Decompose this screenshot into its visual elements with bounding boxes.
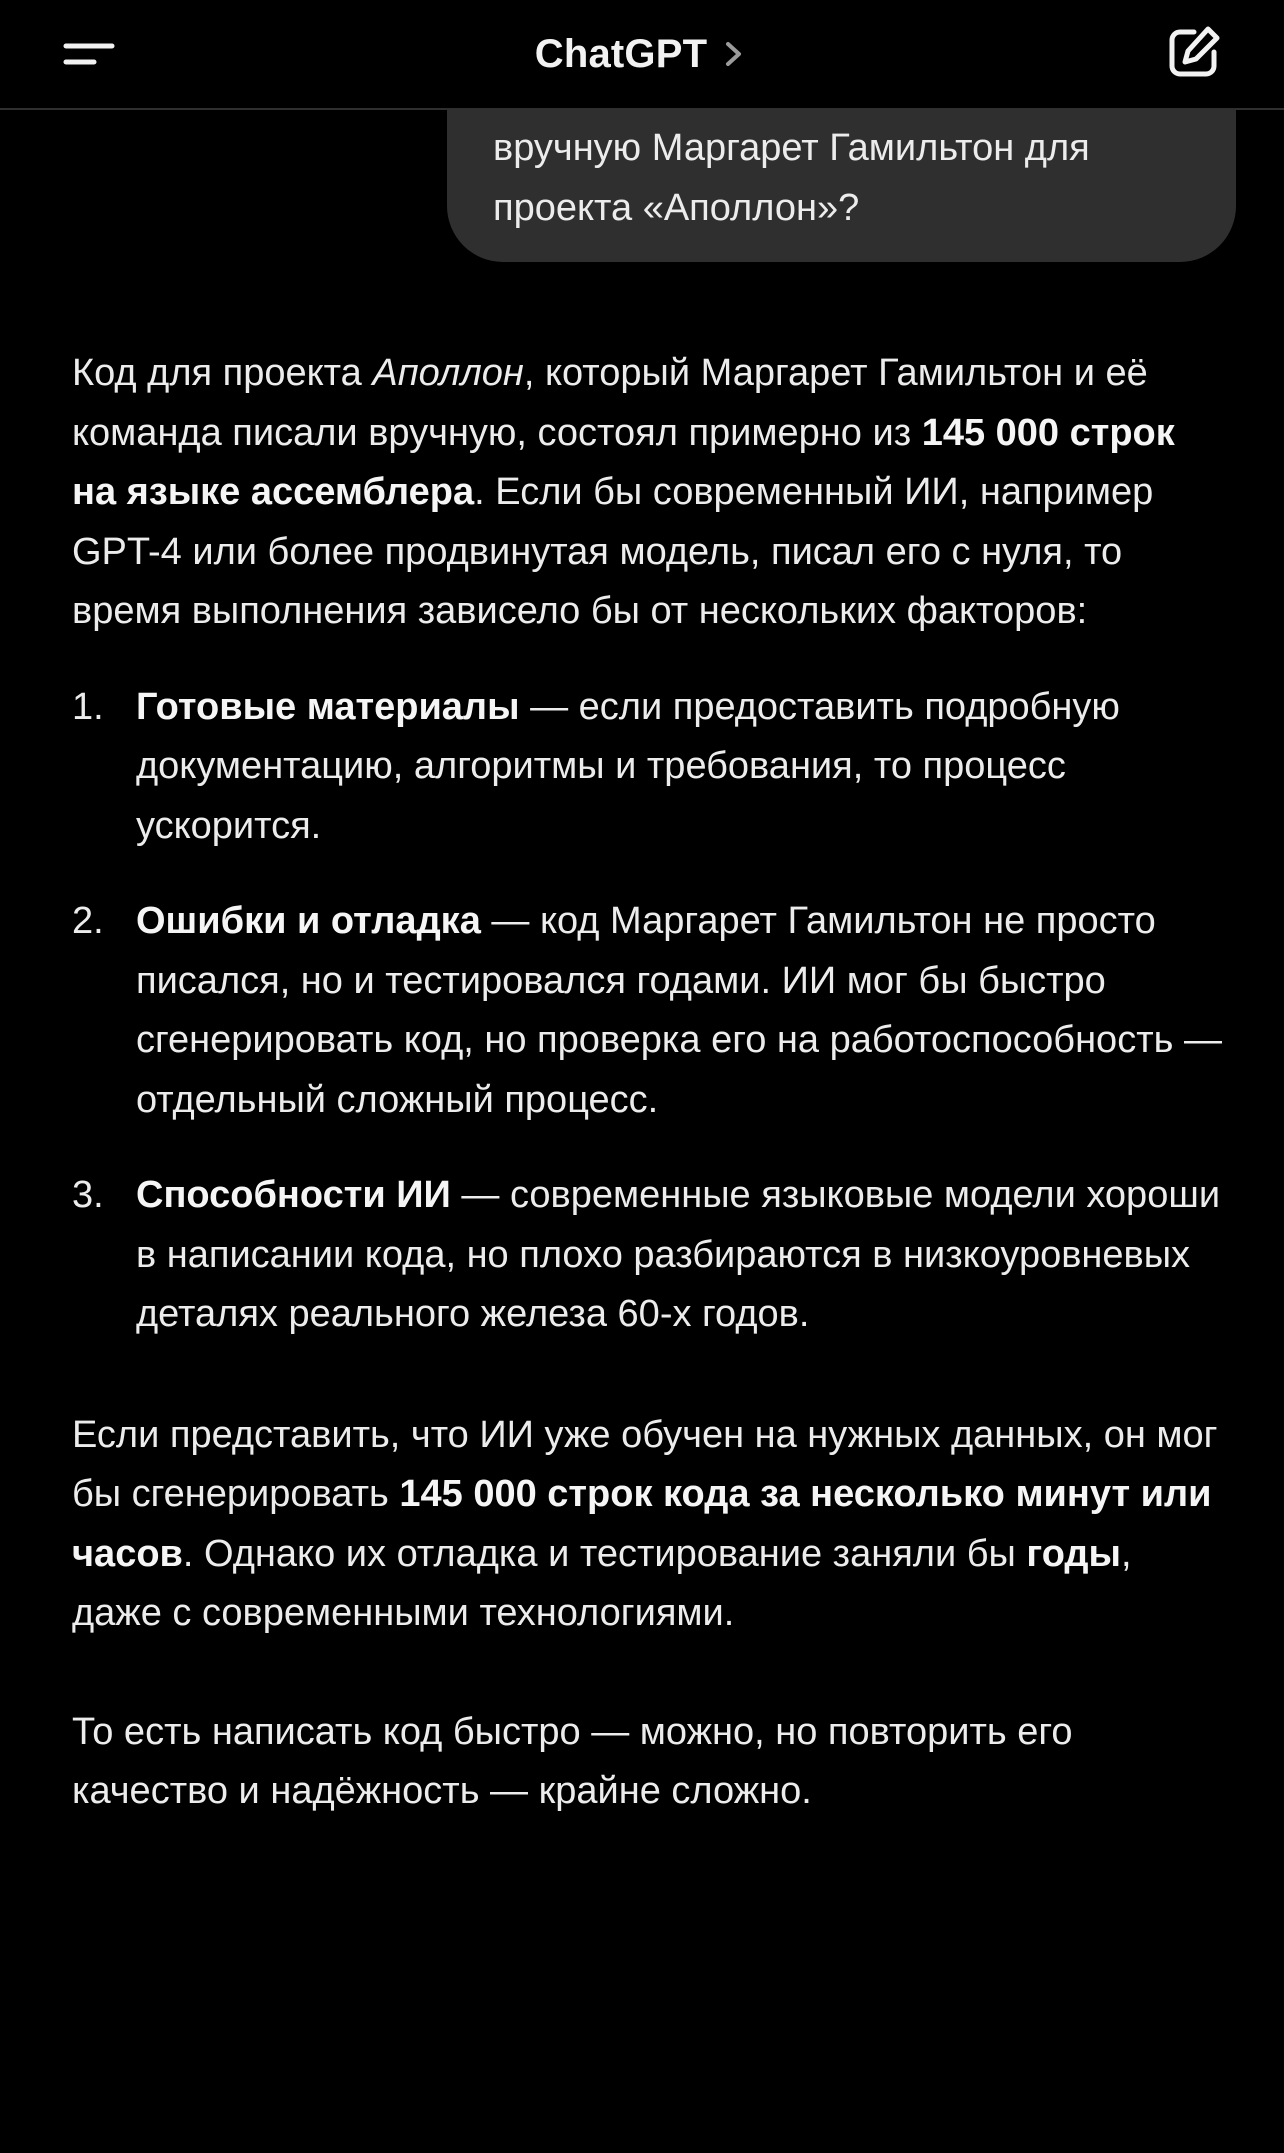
list-item-title: Ошибки и отладка (136, 900, 481, 942)
new-chat-button[interactable] (1158, 18, 1228, 88)
summary-text: , даже с современными технологиями. (72, 1532, 1132, 1634)
menu-icon (52, 18, 124, 90)
new-chat-edit-icon (1158, 18, 1228, 88)
intro-text: , который Маргарет Гамильтон и её команда писали вручную, состоял примерно из (72, 352, 1148, 454)
user-message-line: проекта «Аполлон»? (493, 187, 860, 229)
list-item-text: — если предоставить подробную документацию, алгоритмы и требования, то процесс ускорится. (136, 685, 1120, 847)
chevron-right-icon (719, 34, 749, 74)
user-message-bubble (447, 90, 1236, 262)
conclusion-paragraph: То есть написать код быстро — можно, но повторить его качество и надёжность — крайне сложно. (72, 1710, 1073, 1812)
list-number: 1. (72, 685, 104, 728)
list-item (72, 892, 1222, 1130)
summary-paragraph (72, 1406, 1222, 1644)
list-number: 2. (72, 900, 104, 942)
list-item-text: — современные языковые модели хороши в написании кода, но плохо разбираются в низкоуровневых деталях реального железа 60-х годов. (136, 1174, 1221, 1335)
top-bar (0, 0, 1284, 110)
summary-bold-text: 145 000 строк кода за несколько минут или часов (72, 1473, 1212, 1575)
factors-list (72, 678, 1222, 1345)
summary-text: Если представить, что ИИ уже обучен на нужных данных, он мог бы сгенерировать (72, 1413, 1218, 1515)
title-area (0, 0, 1284, 108)
intro-bold-text: 145 000 строк на языке ассемблера (72, 411, 1175, 513)
list-number: 3. (72, 1174, 104, 1216)
assistant-message (72, 344, 1222, 1822)
user-message-line: вручную Маргарет Гамильтон для (493, 127, 1090, 169)
menu-button[interactable] (52, 18, 124, 90)
summary-text: . Однако их отладка и тестирование заняли бы (182, 1532, 1027, 1575)
list-item-text: — код Маргарет Гамильтон не просто писался, но и тестировался годами. ИИ мог бы быстро сгенерировать код, но проверка его на работоспособность — отдельный сложный процесс. (136, 900, 1222, 1121)
intro-text: Код для проекта (72, 352, 373, 394)
summary-bold-text: годы (1026, 1532, 1121, 1575)
app-title: ChatGPT (534, 31, 708, 76)
intro-text: . Если бы современный ИИ, например GPT-4 или более продвинутая модель, писал его с нуля, то время выполнения зависело бы от нескольких факторов: (72, 471, 1154, 632)
model-selector-button[interactable] (535, 32, 750, 77)
intro-italic-text: Аполлон (372, 352, 524, 394)
list-item (72, 1166, 1222, 1345)
list-item-title: Готовые материалы (136, 685, 520, 728)
intro-paragraph (72, 344, 1222, 642)
list-item (72, 678, 1222, 857)
list-item-title: Способности ИИ (136, 1174, 451, 1216)
